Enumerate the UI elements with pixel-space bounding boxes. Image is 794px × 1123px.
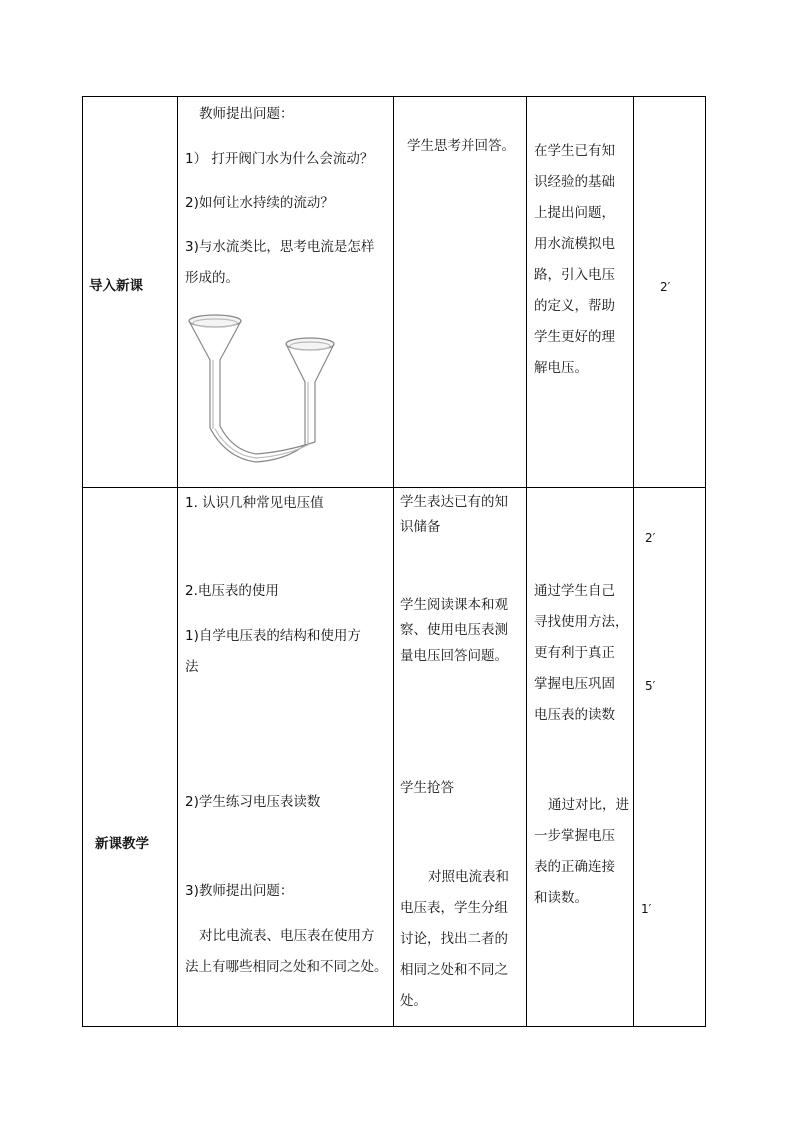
column-divider-1 <box>177 96 178 1027</box>
content-line: 法 <box>185 659 199 675</box>
content-line: 2.电压表的使用 <box>185 583 279 599</box>
student-line: 处。 <box>400 993 427 1009</box>
table-row-divider <box>82 487 706 488</box>
purpose-line: 和读数。 <box>534 890 588 906</box>
purpose-line: 路，引入电压 <box>534 267 615 283</box>
content-line: 对比电流表、电压表在使用方 <box>199 928 375 944</box>
table-border-top <box>82 96 706 97</box>
content-line: 1. 认识几种常见电压值 <box>185 495 324 511</box>
student-line: 学生抢答 <box>400 780 454 796</box>
purpose-line: 掌握电压巩固 <box>534 676 615 692</box>
student-line: 学生思考并回答。 <box>407 138 515 154</box>
content-line: 2)如何让水持续的流动？ <box>185 195 334 211</box>
section-label-intro: 导入新课 <box>89 278 143 294</box>
column-divider-3 <box>526 96 527 1027</box>
purpose-line: 学生更好的理 <box>534 329 615 345</box>
student-line: 讨论，找出二者的 <box>400 931 508 947</box>
student-line: 学生阅读课本和观 <box>400 597 508 613</box>
content-line: 2)学生练习电压表读数 <box>185 794 321 810</box>
student-line: 察、使用电压表测 <box>400 622 508 638</box>
student-line: 量电压回答问题。 <box>400 648 508 664</box>
table-border-right <box>705 96 706 1027</box>
table-border-left <box>82 96 83 1027</box>
content-line: 法上有哪些相同之处和不同之处。 <box>185 959 388 975</box>
content-line: 3)教师提出问题： <box>185 883 294 899</box>
purpose-line: 在学生已有知 <box>534 143 615 159</box>
time-value: 1′ <box>641 902 652 916</box>
purpose-line: 一步掌握电压 <box>534 828 615 844</box>
purpose-line: 电压表的读数 <box>534 707 615 723</box>
content-line: 3)与水流类比，思考电流是怎样 <box>185 239 375 255</box>
purpose-line: 用水流模拟电 <box>534 236 615 252</box>
purpose-line: 更有利于真正 <box>534 645 615 661</box>
content-line: 形成的。 <box>185 270 239 286</box>
purpose-line: 通过学生自己 <box>534 583 615 599</box>
time-value: 2′ <box>645 531 656 545</box>
purpose-line: 表的正确连接 <box>534 859 615 875</box>
student-line: 相同之处和不同之 <box>400 962 508 978</box>
content-line: 1） 打开阀门水为什么会流动？ <box>185 151 374 167</box>
time-value: 2′ <box>660 280 671 294</box>
time-value: 5′ <box>645 679 656 693</box>
purpose-line: 通过对比，进 <box>548 797 629 813</box>
student-line: 对照电流表和 <box>428 869 509 885</box>
purpose-line: 的定义，帮助 <box>534 298 615 314</box>
table-border-bottom <box>82 1026 706 1027</box>
student-line: 电压表，学生分组 <box>400 900 508 916</box>
content-line: 1)自学电压表的结构和使用方 <box>185 628 361 644</box>
funnel-figure <box>186 308 346 468</box>
student-line: 识储备 <box>400 519 441 535</box>
student-line: 学生表达已有的知 <box>400 494 508 510</box>
column-divider-2 <box>393 96 394 1027</box>
purpose-line: 上提出问题， <box>534 205 615 221</box>
purpose-line: 识经验的基础 <box>534 174 615 190</box>
purpose-line: 寻找使用方法， <box>534 614 629 630</box>
content-line: 教师提出问题： <box>199 106 294 122</box>
two-funnels-connected-tube-icon <box>186 308 346 468</box>
purpose-line: 解电压。 <box>534 360 588 376</box>
section-label-new-lesson: 新课教学 <box>95 836 149 852</box>
column-divider-4 <box>633 96 634 1027</box>
